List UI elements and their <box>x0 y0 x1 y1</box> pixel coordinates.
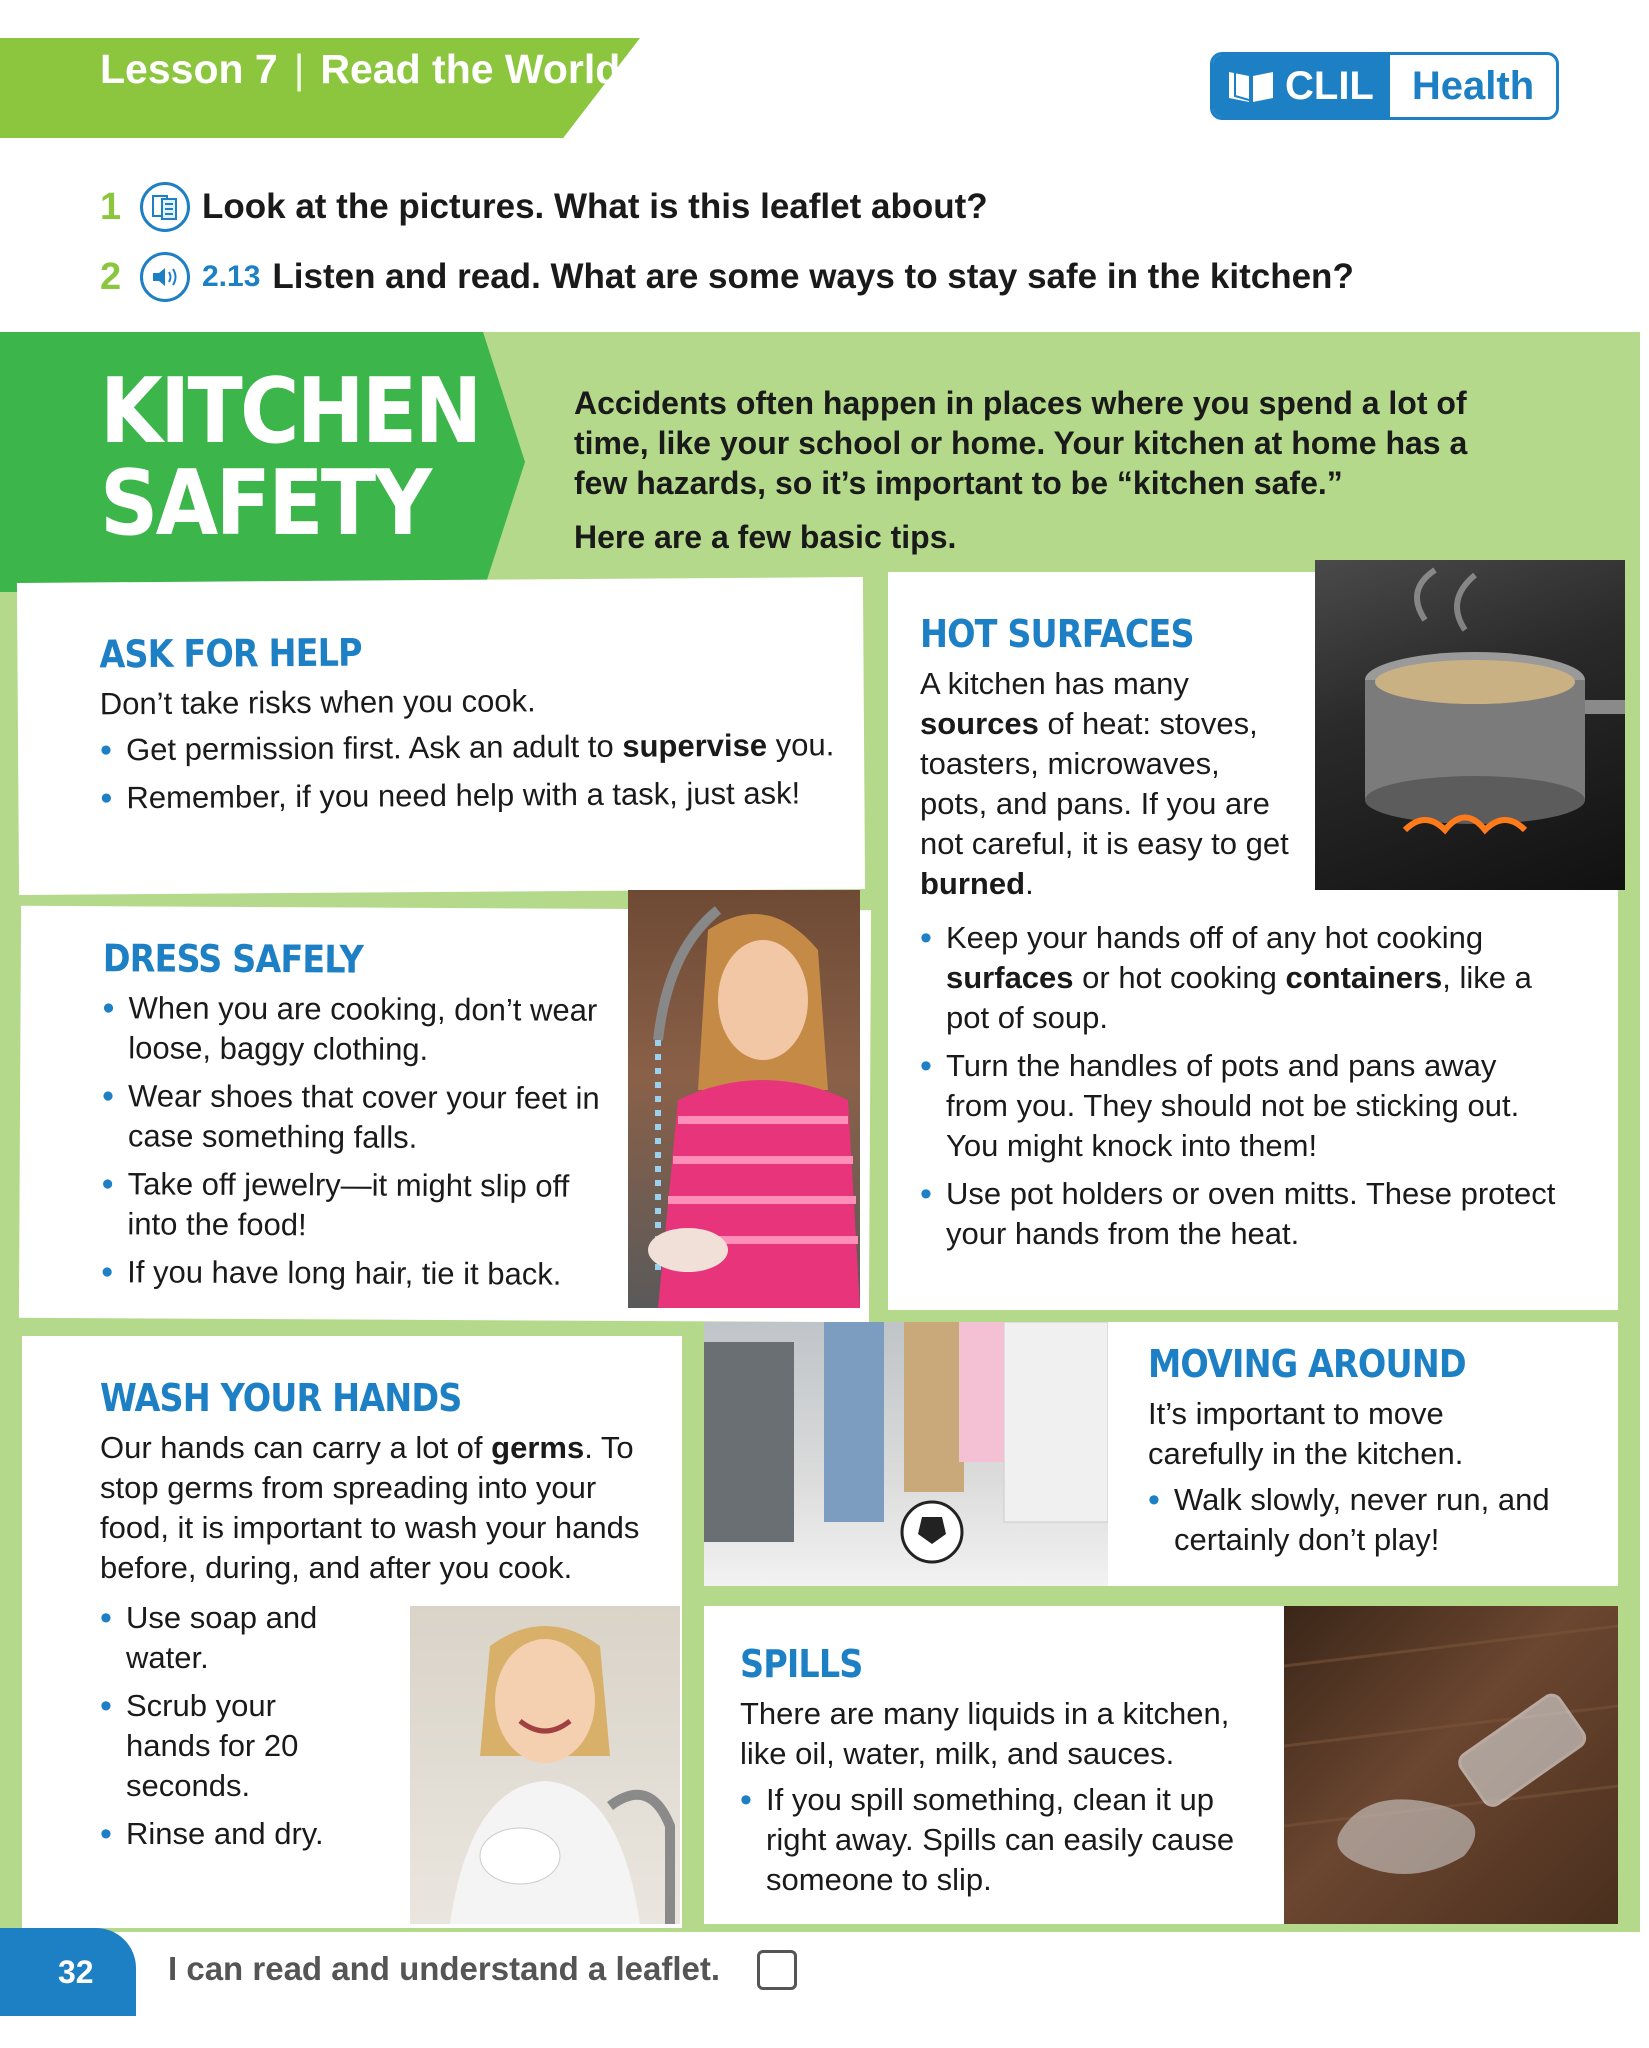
list-item: • If you spill something, clean it up right away. Spills can easily cause someone to slip. <box>740 1780 1260 1900</box>
photo-hot-pot <box>1315 560 1625 890</box>
heading-hot-surfaces: HOT SURFACES <box>920 612 1194 656</box>
can-do-checkbox[interactable] <box>757 1950 797 1990</box>
clil-badge <box>1210 52 1559 120</box>
lesson-title <box>100 46 620 93</box>
question-text: Listen and read. What are some ways to stay safe in the kitchen? <box>272 257 1354 296</box>
intro-paragraph: Accidents often happen in places where you spend a lot of time, like your school or home. Your kitchen at home has a few hazards, so it’s important to be “kitchen safe.” <box>574 385 1468 501</box>
audio-icon[interactable] <box>140 252 190 302</box>
list-item: • Keep your hands off of any hot cooking surfaces or hot cooking containers, like a pot of soup. <box>920 918 1560 1038</box>
list-item: • Walk slowly, never run, and certainly don’t play! <box>1148 1480 1568 1560</box>
heading-dress-safely: DRESS SAFELY <box>102 936 363 982</box>
list-item: • Take off jewelry—it might slip off into the food! <box>101 1164 621 1247</box>
question-number: 2 <box>100 255 122 298</box>
heading-ask-for-help: ASK FOR HELP <box>99 630 362 677</box>
list-item: • If you have long hair, tie it back. <box>101 1252 621 1295</box>
dress-safely-list <box>101 988 623 1295</box>
subject-label: Health <box>1411 63 1535 108</box>
list-item: • Remember, if you need help with a task, just ask! <box>100 773 864 818</box>
reading-icon <box>140 182 190 232</box>
list-item: • Scrub your hands for 20 seconds. <box>100 1686 350 1806</box>
heading-spills: SPILLS <box>740 1642 863 1686</box>
wash-hands-text: Our hands can carry a lot of germs. To stop germs from spreading into your food, it is important to wash your hands before, during, and after you cook. <box>100 1430 640 1585</box>
lesson-separator: | <box>293 46 305 92</box>
wash-hands-list <box>100 1598 350 1854</box>
list-item: • When you are cooking, don’t wear loose, baggy clothing. <box>102 988 622 1071</box>
hot-surfaces-list <box>920 918 1560 1254</box>
pot-illustration <box>1315 560 1625 890</box>
question-1 <box>100 182 988 232</box>
list-item: • Use pot holders or oven mitts. These protect your hands from the heat. <box>920 1174 1560 1254</box>
lesson-number: Lesson 7 <box>100 46 278 92</box>
girl-handwashing-illustration <box>410 1606 680 1924</box>
photo-kids-playing <box>704 1322 1108 1586</box>
hot-surfaces-text: A kitchen has many sources of heat: stoves, toasters, microwaves, pots, and pans. If you are not careful, it is easy to get burned. <box>920 666 1289 901</box>
photo-spilled-glass <box>1284 1606 1618 1924</box>
heading-moving-around: MOVING AROUND <box>1148 1342 1466 1386</box>
clil-badge-left <box>1213 55 1390 117</box>
spills-list <box>740 1780 1260 1900</box>
spills-text: There are many liquids in a kitchen, like oil, water, milk, and sauces. <box>740 1696 1230 1771</box>
question-text: Look at the pictures. What is this leaflet about? <box>202 187 988 226</box>
lesson-section: Read the World <box>320 46 621 92</box>
card-spills <box>704 1606 1284 1924</box>
title-line-2: SAFETY <box>100 451 430 556</box>
girl-washing-illustration <box>628 890 860 1308</box>
page-number: 32 <box>0 1928 136 2016</box>
heading-wash-hands: WASH YOUR HANDS <box>100 1376 462 1420</box>
spilled-glass-illustration <box>1284 1606 1618 1924</box>
card-moving-around <box>1108 1322 1618 1586</box>
leaflet-title <box>100 359 480 556</box>
photo-girl-handwashing <box>410 1606 680 1924</box>
question-number: 1 <box>100 185 122 228</box>
photo-girl-washing <box>628 890 860 1308</box>
book-icon <box>1227 68 1275 104</box>
list-item: • Turn the handles of pots and pans away from you. They should not be sticking out. You might knock into them! <box>920 1046 1560 1166</box>
intro-tips: Here are a few basic tips. <box>574 519 957 555</box>
ask-for-help-text: Don’t take risks when you cook. <box>99 683 536 722</box>
clil-label: CLIL <box>1285 63 1374 108</box>
audio-track-number: 2.13 <box>202 260 261 293</box>
moving-around-text: It’s important to move carefully in the kitchen. <box>1148 1396 1464 1471</box>
list-item: • Wear shoes that cover your feet in case something falls. <box>102 1076 622 1159</box>
question-2 <box>100 252 1354 302</box>
ask-for-help-list <box>100 725 865 818</box>
card-ask-for-help <box>17 577 865 895</box>
moving-around-list <box>1148 1480 1568 1560</box>
kids-playing-illustration <box>704 1322 1108 1586</box>
title-line-1: KITCHEN <box>100 359 480 464</box>
list-item: • Use soap and water. <box>100 1598 350 1678</box>
leaflet-intro <box>574 383 1474 571</box>
can-do-statement: I can read and understand a leaflet. <box>168 1950 720 1987</box>
list-item: • Rinse and dry. <box>100 1814 350 1854</box>
list-item: • Get permission first. Ask an adult to supervise you. <box>100 725 864 770</box>
